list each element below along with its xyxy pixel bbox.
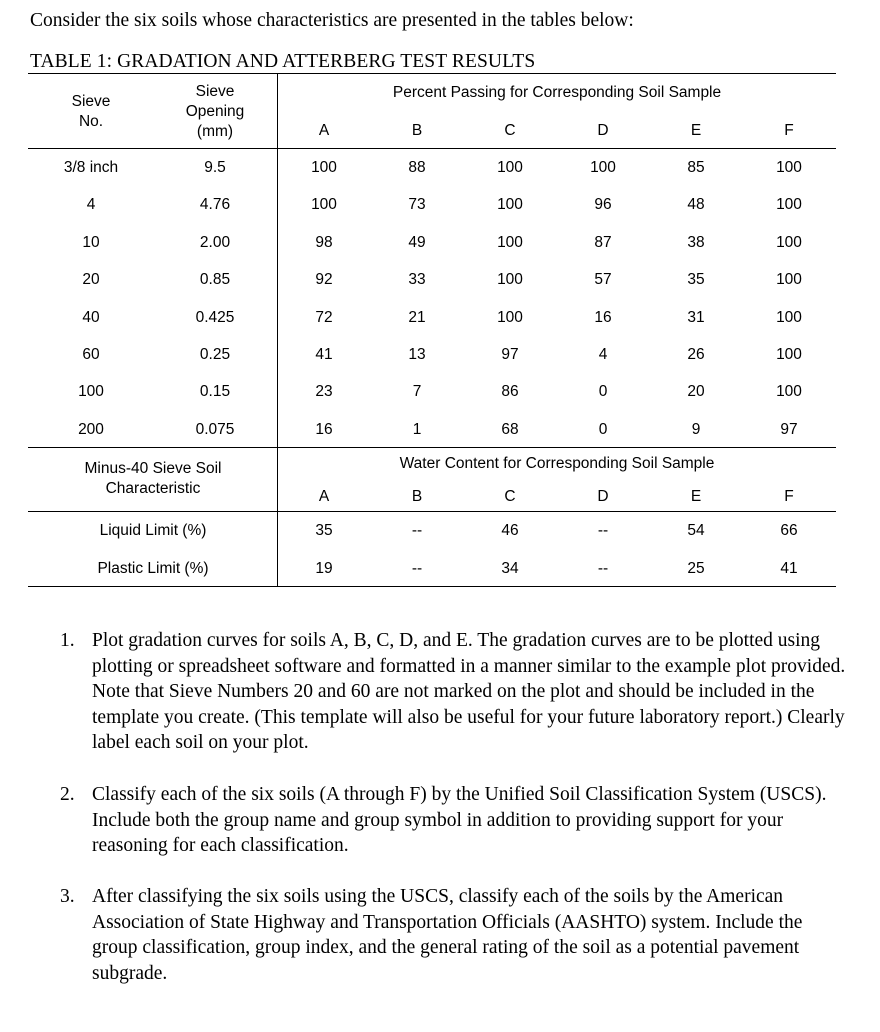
percent-passing-cell: 100 xyxy=(776,271,802,288)
percent-passing-cell: 100 xyxy=(311,159,337,176)
percent-passing-cell: 26 xyxy=(687,346,705,363)
percent-passing-cell: 31 xyxy=(687,309,705,326)
percent-passing-cell: 87 xyxy=(594,234,612,251)
opening-header-line: Sieve xyxy=(195,83,235,100)
question-text: After classifying the six soils using the USCS, classify each of the soils by the American Association of State Highway and Transportation Officials (AASHTO) system. Include the group classification, group index, and the general rating of the soil as a potential pavement subgrade. xyxy=(92,886,803,984)
soil-column-header: F xyxy=(784,122,794,139)
sieve-opening-cell: 0.425 xyxy=(195,309,235,326)
percent-passing-cell: 92 xyxy=(315,271,333,288)
percent-passing-cell: 88 xyxy=(408,159,426,176)
sieve-number-cell: 3/8 inch xyxy=(63,159,119,176)
percent-passing-cell: 100 xyxy=(497,271,523,288)
percent-passing-cell: 16 xyxy=(315,421,333,438)
soil-column-header: A xyxy=(318,122,330,139)
soil-column-header: D xyxy=(597,122,609,139)
water-content-cell: 35 xyxy=(315,522,333,539)
water-content-cell: 19 xyxy=(315,560,333,577)
minus40-header-line: Characteristic xyxy=(105,480,201,497)
water-content-cell: 25 xyxy=(687,560,705,577)
percent-passing-cell: 97 xyxy=(780,421,798,438)
percent-passing-cell: 41 xyxy=(315,346,333,363)
minus40-header xyxy=(85,459,222,499)
sieve-opening-cell: 0.075 xyxy=(195,421,235,438)
percent-passing-cell: 33 xyxy=(408,271,426,288)
opening-header xyxy=(186,82,245,142)
question-number: 1. xyxy=(60,630,75,651)
percent-passing-cell: 85 xyxy=(687,159,705,176)
percent-passing-cell: 1 xyxy=(412,421,422,438)
opening-header-line: (mm) xyxy=(196,123,234,140)
percent-passing-cell: 9 xyxy=(691,421,701,438)
percent-passing-cell: 13 xyxy=(408,346,426,363)
percent-passing-cell: 16 xyxy=(594,309,612,326)
percent-passing-cell: 38 xyxy=(687,234,705,251)
percent-passing-cell: 100 xyxy=(497,196,523,213)
water-content-cell: -- xyxy=(597,560,609,577)
sieve-number-cell: 100 xyxy=(78,383,104,400)
percent-passing-cell: 48 xyxy=(687,196,705,213)
percent-passing-cell: 98 xyxy=(315,234,333,251)
limit-label-cell: Liquid Limit (%) xyxy=(99,522,207,539)
percent-passing-cell: 100 xyxy=(590,159,616,176)
table-bottom-rule xyxy=(28,586,836,587)
sieve-opening-cell: 2.00 xyxy=(199,234,231,251)
sieve-no-header-line: No. xyxy=(78,113,104,130)
percent-passing-cell: 100 xyxy=(776,383,802,400)
soil-column-header: B xyxy=(411,122,423,139)
sieve-number-cell: 40 xyxy=(82,309,100,326)
percent-passing-cell: 49 xyxy=(408,234,426,251)
water-content-cell: -- xyxy=(597,522,609,539)
percent-passing-cell: 7 xyxy=(412,383,422,400)
percent-passing-cell: 4 xyxy=(598,346,608,363)
soil-column-header: C xyxy=(504,122,516,139)
percent-passing-cell: 100 xyxy=(497,159,523,176)
percent-passing-cell: 96 xyxy=(594,196,612,213)
question-text: Classify each of the six soils (A through F) by the Unified Soil Classification System (USCS). Include both the group name and group symbol in addition to providing support for your reasoning for each classification. xyxy=(92,784,827,857)
atterberg-header-rule xyxy=(28,511,836,512)
soil-column-header: E xyxy=(690,488,702,505)
percent-passing-cell: 100 xyxy=(497,234,523,251)
table-top-rule xyxy=(28,73,836,74)
percent-passing-cell: 23 xyxy=(315,383,333,400)
sieve-number-cell: 4 xyxy=(86,196,96,213)
percent-passing-cell: 100 xyxy=(776,346,802,363)
sieve-no-header-line: Sieve xyxy=(71,93,111,110)
percent-passing-cell: 0 xyxy=(598,421,608,438)
percent-passing-cell: 100 xyxy=(776,159,802,176)
percent-passing-cell: 100 xyxy=(776,234,802,251)
column-divider xyxy=(277,73,278,586)
soil-column-header: B xyxy=(411,488,423,505)
limit-label-cell: Plastic Limit (%) xyxy=(97,560,209,577)
soil-column-header: C xyxy=(504,488,516,505)
percent-passing-cell: 57 xyxy=(594,271,612,288)
water-content-cell: -- xyxy=(411,522,423,539)
sieve-number-cell: 20 xyxy=(82,271,100,288)
percent-passing-cell: 0 xyxy=(598,383,608,400)
intro-text: Consider the six soils whose characteristics are presented in the tables below: xyxy=(30,10,634,31)
soil-column-header: D xyxy=(597,488,609,505)
percent-passing-cell: 21 xyxy=(408,309,426,326)
water-content-cell: 66 xyxy=(780,522,798,539)
water-content-header: Water Content for Corresponding Soil Sample xyxy=(399,455,715,472)
water-content-cell: 34 xyxy=(501,560,519,577)
percent-passing-cell: 100 xyxy=(497,309,523,326)
sieve-opening-cell: 0.85 xyxy=(199,271,231,288)
sieve-no-header xyxy=(72,92,111,132)
percent-passing-cell: 35 xyxy=(687,271,705,288)
water-content-cell: 41 xyxy=(780,560,798,577)
soil-column-header: F xyxy=(784,488,794,505)
percent-passing-cell: 100 xyxy=(776,196,802,213)
soil-column-header: E xyxy=(690,122,702,139)
sieve-number-cell: 200 xyxy=(78,421,104,438)
question-number: 2. xyxy=(60,784,75,805)
minus40-header-line: Minus-40 Sieve Soil xyxy=(84,460,222,477)
percent-passing-cell: 73 xyxy=(408,196,426,213)
header-rule xyxy=(28,148,836,149)
percent-passing-cell: 72 xyxy=(315,309,333,326)
percent-passing-cell: 68 xyxy=(501,421,519,438)
sieve-number-cell: 60 xyxy=(82,346,100,363)
water-content-cell: 54 xyxy=(687,522,705,539)
sieve-opening-cell: 4.76 xyxy=(199,196,231,213)
gradation-bottom-rule xyxy=(28,447,836,448)
opening-header-line: Opening xyxy=(185,103,245,120)
percent-passing-cell: 100 xyxy=(776,309,802,326)
question-text: Plot gradation curves for soils A, B, C, D, and E. The gradation curves are to be plotted using plotting or spreadsheet software and formatted in a manner similar to the example plot provided. Note that Sieve Numbers 20 and 60 are not marked on the plot and should be included in the template you create. (This template will also be useful for your future laboratory report.) Clearly label each soil on your plot. xyxy=(92,630,846,754)
sieve-opening-cell: 9.5 xyxy=(204,159,226,176)
percent-passing-cell: 100 xyxy=(311,196,337,213)
percent-passing-cell: 97 xyxy=(501,346,519,363)
percent-passing-cell: 86 xyxy=(501,383,519,400)
sieve-number-cell: 10 xyxy=(82,234,100,251)
sieve-opening-cell: 0.25 xyxy=(199,346,231,363)
table-title: TABLE 1: GRADATION AND ATTERBERG TEST RESULTS xyxy=(30,51,536,72)
water-content-cell: -- xyxy=(411,560,423,577)
percent-passing-header: Percent Passing for Corresponding Soil Sample xyxy=(392,84,722,101)
water-content-cell: 46 xyxy=(501,522,519,539)
question-number: 3. xyxy=(60,886,75,907)
soil-column-header: A xyxy=(318,488,330,505)
sieve-opening-cell: 0.15 xyxy=(199,383,231,400)
gradation-atterberg-table xyxy=(28,73,836,588)
percent-passing-cell: 20 xyxy=(687,383,705,400)
